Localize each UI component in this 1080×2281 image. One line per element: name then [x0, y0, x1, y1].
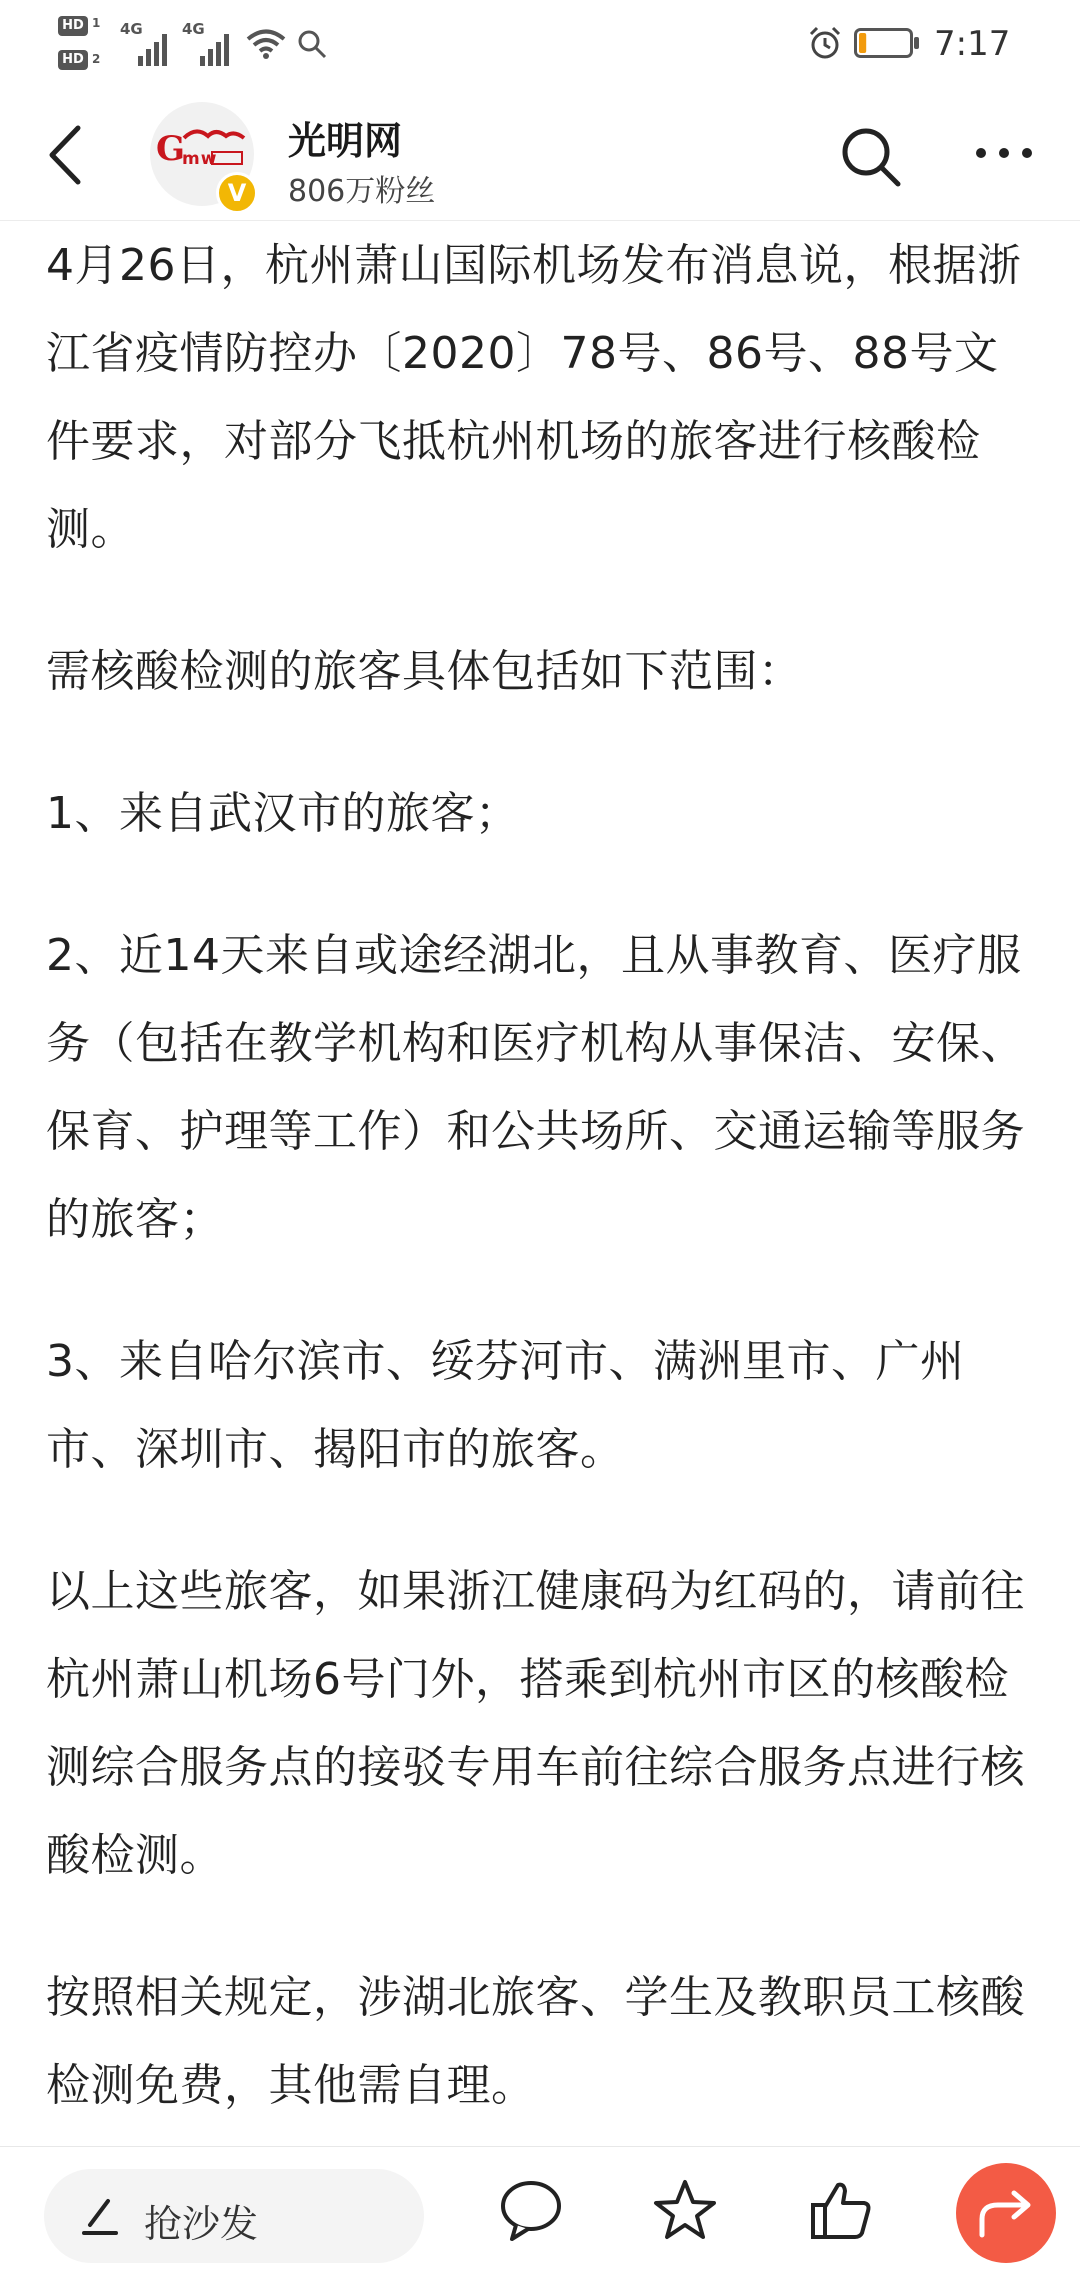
article-body — [46, 222, 1036, 2142]
article-paragraph: 3、来自哈尔滨市、绥芬河市、满洲里市、广州市、深圳市、揭阳市的旅客。 — [46, 1336, 965, 1475]
gmw-logo-icon — [154, 124, 250, 174]
hd1-badge: HD — [58, 16, 88, 36]
more-icon — [1022, 148, 1032, 158]
share-button[interactable] — [956, 2163, 1056, 2263]
sim2-network-label: 4G — [182, 20, 205, 38]
sim1-network-label: 4G — [120, 20, 143, 38]
article-paragraph: 4月26日，杭州萧山国际机场发布消息说，根据浙江省疫情防控办〔2020〕78号、86号、88号文件要求，对部分飞抵杭州机场的旅客进行核酸检测。 — [46, 240, 1022, 555]
search-icon — [296, 28, 328, 60]
search-button[interactable] — [838, 124, 904, 190]
svg-text:mw: mw — [182, 149, 218, 169]
back-button[interactable] — [40, 122, 96, 188]
status-bar — [0, 0, 1080, 90]
wifi-icon — [246, 28, 286, 60]
search-icon — [838, 124, 904, 190]
more-icon — [976, 148, 986, 158]
clock-time: 7:17 — [934, 24, 1011, 64]
thumbs-up-icon[interactable] — [808, 2177, 874, 2243]
status-bar-right — [808, 22, 1040, 72]
battery-fill — [859, 33, 866, 53]
article-paragraph: 1、来自武汉市的旅客； — [46, 788, 520, 839]
more-button[interactable] — [972, 142, 1036, 166]
signal-icon — [134, 30, 174, 66]
svg-text:G: G — [156, 129, 186, 169]
comment-input[interactable] — [44, 2169, 424, 2263]
pen-icon — [80, 2195, 120, 2237]
comment-icon[interactable] — [498, 2177, 564, 2243]
bottom-action-bar — [0, 2146, 1080, 2281]
hd2-badge: HD — [58, 50, 88, 70]
hd2-sub: 2 — [92, 52, 101, 66]
share-icon — [978, 2187, 1034, 2239]
article-paragraph: 以上这些旅客，如果浙江健康码为红码的，请前往杭州萧山机场6号门外，搭乘到杭州市区的核酸检测综合服务点的接驳专用车前往综合服务点进行核酸检测。 — [46, 1566, 1025, 1881]
battery-icon — [854, 28, 920, 58]
alarm-icon — [808, 26, 842, 60]
article-header — [0, 90, 1080, 221]
signal-icon — [196, 30, 236, 66]
hd1-sub: 1 — [92, 16, 101, 30]
account-name[interactable]: 光明网 — [288, 119, 403, 163]
more-icon — [999, 148, 1009, 158]
hd-indicators — [58, 14, 104, 74]
verified-badge: V — [216, 172, 258, 214]
comment-placeholder: 抢沙发 — [144, 2202, 259, 2246]
article-paragraph: 需核酸检测的旅客具体包括如下范围： — [46, 646, 803, 697]
avatar[interactable] — [150, 102, 254, 206]
follower-count: 806万粉丝 — [288, 174, 436, 209]
article-paragraph: 按照相关规定，涉湖北旅客、学生及教职员工核酸检测免费，其他需自理。 — [46, 1972, 1025, 2111]
article-paragraph: 2、近14天来自或途经湖北，且从事教育、医疗服务（包括在教学机构和医疗机构从事保洁、安保、保育、护理等工作）和公共场所、交通运输等服务的旅客； — [46, 930, 1025, 1245]
star-icon[interactable] — [652, 2177, 718, 2243]
back-arrow-icon — [40, 122, 96, 188]
